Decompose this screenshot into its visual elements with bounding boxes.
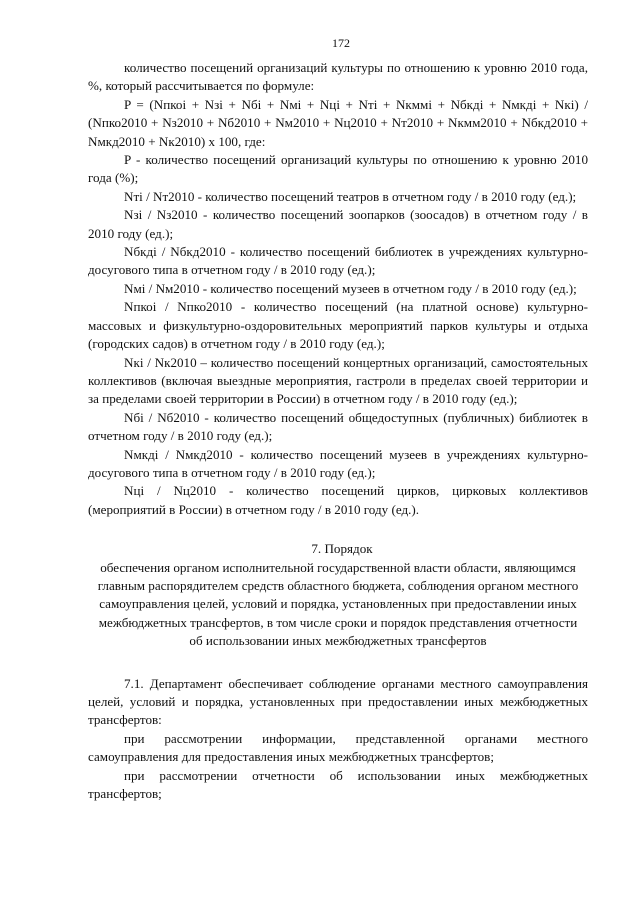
- definition-theatres: Nті / Nт2010 - количество посещений театров в отчетном году / в 2010 году (ед.);: [124, 188, 577, 204]
- clause-item-information: при рассмотрении информации, представленной органами местного самоуправления для предоставления иных межбюджетных трансфертов;: [88, 730, 588, 765]
- definition-p: P - количество посещений организаций культуры по отношению к уровню 2010 года (%);: [88, 152, 588, 186]
- section-title: 7. Порядок: [311, 541, 373, 557]
- definition-museums-cultural: Nмкді / Nмкд2010 - количество посещений музеев в учреждениях культурно-досугового типа в отчетном году / в 2010 году (ед.);: [88, 446, 588, 480]
- page-number: 172: [332, 36, 350, 50]
- definition-public-libraries: Nбі / Nб2010 - количество посещений общедоступных (публичных) библиотек в отчетном году / в 2010 году (ед.);: [88, 409, 588, 444]
- definition-museums: Nмі / Nм2010 - количество посещений музеев в отчетном году / в 2010 году (ед.);: [124, 280, 577, 296]
- document-page: [88, 36, 588, 803]
- spacer: [88, 651, 588, 675]
- definition-parks: Nпкоі / Nпко2010 - количество посещений (на платной основе) культурно-массовых и физкультурно-оздоровительных мероприятий парков культуры и отдыха (городских садов) в отчетном году / в 2010 году (ед.);: [88, 299, 588, 352]
- definition-concerts: Nкі / Nк2010 – количество посещений концертных организаций, самостоятельных коллективов (включая выездные мероприятия, гастроли в пределах своей территории и за пределами своей территории в России) в отчетном году / в 2010 году (ед.);: [88, 354, 588, 407]
- definition-circuses: Nці / Nц2010 - количество посещений цирков, цирковых коллективов (мероприятий в России) в отчетном году / в 2010 году (ед.).: [88, 483, 588, 517]
- formula: P = (Nпкоі + Nзі + Nбі + Nмі + Nці + Nті + Nкммі + Nбкді + Nмкді + Nкі) / (Nпко2010 + Nз2010 + Nб2010 + Nм2010 + Nц2010 + Nт2010 + Nкмм2010 + Nбкд2010 + Nмкд2010 + Nк2010) x 100, где:: [88, 96, 588, 149]
- definition-zoos: Nзі / Nз2010 - количество посещений зоопарков (зоосадов) в отчетном году / в 2010 году (ед.);: [88, 207, 588, 241]
- clause-7-1: 7.1. Департамент обеспечивает соблюдение органами местного самоуправления целей, условий и порядка, установленных при предоставлении иных межбюджетных трансфертов:: [88, 675, 588, 728]
- intro-paragraph: количество посещений организаций культуры по отношению к уровню 2010 года, %, который рассчитывается по формуле:: [88, 60, 588, 94]
- section-subtitle: обеспечения органом исполнительной государственной власти области, являющимся главным распорядителем средств областного бюджета, соблюдения органом местного самоуправления целей, условий и порядка, установленных при предоставлении иных межбюджетных трансфертов, в том числе сроки и порядок представления отчетности об использовании иных межбюджетных трансфертов: [97, 559, 579, 649]
- clause-item-reporting: при рассмотрении отчетности об использовании иных межбюджетных трансфертов;: [88, 767, 588, 802]
- definition-libraries-cultural: Nбкді / Nбкд2010 - количество посещений библиотек в учреждениях культурно-досугового типа в отчетном году / в 2010 году (ед.);: [88, 244, 588, 278]
